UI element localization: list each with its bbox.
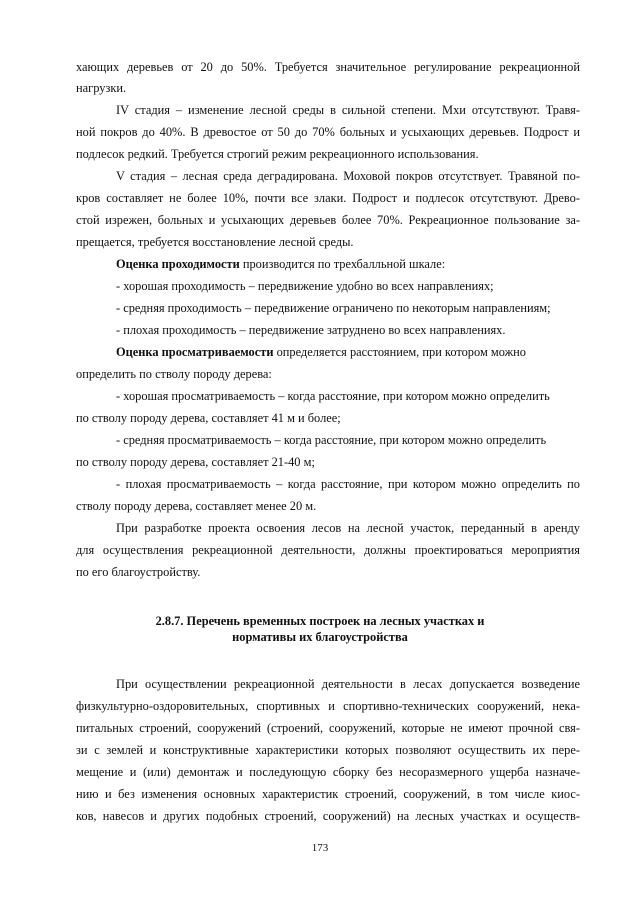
text-line: физкультурно-оздоровительных, спортивных и спортивно-технических сооружений, нека- xyxy=(76,699,580,713)
text-line: определить по стволу породу дерева: xyxy=(76,367,272,381)
text-line: по его благоустройству. xyxy=(76,565,201,579)
term-text: определяется расстоянием, при котором можно xyxy=(273,345,527,359)
text-line: нагрузки. xyxy=(76,81,127,95)
list-item: - средняя проходимость – передвижение ограничено по некоторым направлениям; xyxy=(116,301,551,315)
text-line: ков, навесов и других подобных строений, сооружений) на лесных участках и осуществ- xyxy=(76,809,580,823)
text-line: для осуществления рекреационной деятельности, должны проектироваться мероприятия xyxy=(76,543,580,557)
text-line: стволу породу дерева, составляет менее 20 м. xyxy=(76,499,317,513)
text-line: хающих деревьев от 20 до 50%. Требуется значительное регулирование рекреационной xyxy=(76,60,580,74)
list-item: - средняя просматриваемость – когда расстояние, при котором можно определить xyxy=(116,433,547,447)
term-bold: Оценка проходимости xyxy=(116,257,240,271)
text-line: прещается, требуется восстановление лесной среды. xyxy=(76,235,354,249)
text-line: по стволу породу дерева, составляет 21-40 м; xyxy=(76,455,315,469)
text-line: подлесок редкий. Требуется строгий режим рекреационного использования. xyxy=(76,147,479,161)
list-item: - хорошая проходимость – передвижение удобно во всех направлениях; xyxy=(116,279,494,293)
text-line: При разработке проекта освоения лесов на лесной участок, переданный в аренду xyxy=(116,521,580,535)
term-bold: Оценка просматриваемости xyxy=(116,345,274,359)
page-number: 173 xyxy=(311,842,329,854)
text-line: нию и без изменения основных характеристик строений, сооружений, в том числе киос- xyxy=(76,787,580,801)
text-line xyxy=(116,257,580,271)
text-line: по стволу породу дерева, составляет 41 м и более; xyxy=(76,411,341,425)
text-line xyxy=(116,345,580,359)
text-line: зи с землей и конструктивные характеристики которых позволяют осуществить их пере- xyxy=(76,743,580,757)
section-heading: 2.8.7. Перечень временных построек на лесных участках и xyxy=(155,614,485,628)
text-line: кров составляет не более 10%, почти все злаки. Подрост и подлесок отсутствуют. Древо- xyxy=(76,191,580,205)
list-item: - хорошая просматриваемость – когда расстояние, при котором можно определить xyxy=(116,389,550,403)
term-text: производится по трехбалльной шкале: xyxy=(239,257,446,271)
text-line: питальных строений, сооружений (строений, сооружений, которые не имеют прочной свя- xyxy=(76,721,580,735)
text-line: мещение и (или) демонтаж и последующую сборку без несоразмерного ущерба назначе- xyxy=(76,765,580,779)
list-item: - плохая просматриваемость – когда расстояние, при котором можно определить по xyxy=(116,477,580,491)
text-line: ной покров до 40%. В древостое от 50 до 70% больных и усыхающих деревьев. Подрост и xyxy=(76,125,580,139)
text-line: стой изрежен, больных и усыхающих деревьев более 70%. Рекреационное пользование за- xyxy=(76,213,580,227)
text-line: IV стадия – изменение лесной среды в сильной степени. Мхи отсутствуют. Травя- xyxy=(116,103,580,117)
text-line: При осуществлении рекреационной деятельности в лесах допускается возведение xyxy=(116,677,580,691)
text-line: V стадия – лесная среда деградирована. Моховой покров отсутствует. Травяной по- xyxy=(116,169,580,183)
list-item: - плохая проходимость – передвижение затруднено во всех направлениях. xyxy=(116,323,506,337)
section-heading: нормативы их благоустройства xyxy=(232,630,408,644)
